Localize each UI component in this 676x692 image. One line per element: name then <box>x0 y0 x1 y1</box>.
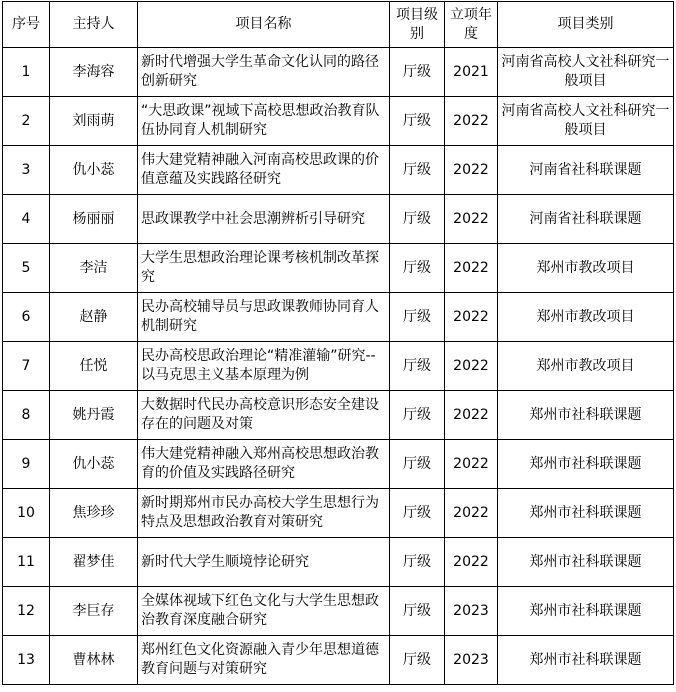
header-host: 主持人 <box>50 2 138 48</box>
cell-no: 2 <box>3 97 50 146</box>
cell-category: 河南省社科联课题 <box>498 146 674 195</box>
cell-no: 3 <box>3 146 50 195</box>
cell-project-name: 民办高校思政治理论“精准灌输”研究--以马克思主义基本原理为例 <box>138 342 390 391</box>
table-row <box>3 195 674 244</box>
cell-no: 6 <box>3 293 50 342</box>
cell-host: 任悦 <box>50 342 138 391</box>
cell-host: 曹林林 <box>50 636 138 685</box>
cell-host: 仇小蕊 <box>50 440 138 489</box>
cell-project-name: 大数据时代民办高校意识形态安全建设存在的问题及对策 <box>138 391 390 440</box>
cell-category: 河南省高校人文社科研究一般项目 <box>498 97 674 146</box>
cell-category: 郑州市教改项目 <box>498 342 674 391</box>
header-no: 序号 <box>3 2 50 48</box>
header-category: 项目类别 <box>498 2 674 48</box>
cell-host: 赵静 <box>50 293 138 342</box>
cell-project-name: 全媒体视域下红色文化与大学生思想政治教育深度融合研究 <box>138 587 390 636</box>
cell-host: 翟梦佳 <box>50 538 138 587</box>
cell-category: 河南省高校人文社科研究一般项目 <box>498 48 674 97</box>
cell-no: 12 <box>3 587 50 636</box>
cell-year: 2021 <box>445 48 498 97</box>
table-row <box>3 293 674 342</box>
cell-category: 郑州市教改项目 <box>498 293 674 342</box>
cell-no: 10 <box>3 489 50 538</box>
table-row <box>3 146 674 195</box>
cell-category: 郑州市社科联课题 <box>498 440 674 489</box>
cell-level: 厅级 <box>390 244 445 293</box>
cell-host: 李巨存 <box>50 587 138 636</box>
cell-category: 郑州市社科联课题 <box>498 538 674 587</box>
table-row <box>3 440 674 489</box>
table-row <box>3 587 674 636</box>
cell-year: 2022 <box>445 342 498 391</box>
cell-host: 姚丹霞 <box>50 391 138 440</box>
cell-host: 李海容 <box>50 48 138 97</box>
header-name: 项目名称 <box>138 2 390 48</box>
table-row <box>3 489 674 538</box>
cell-level: 厅级 <box>390 342 445 391</box>
cell-project-name: 大学生思想政治理论课考核机制改革探究 <box>138 244 390 293</box>
table-body <box>3 48 674 685</box>
cell-level: 厅级 <box>390 538 445 587</box>
cell-category: 郑州市教改项目 <box>498 244 674 293</box>
cell-year: 2022 <box>445 489 498 538</box>
cell-project-name: 伟大建党精神融入郑州高校思想政治教育的价值及实践路径研究 <box>138 440 390 489</box>
cell-level: 厅级 <box>390 48 445 97</box>
cell-project-name: 新时代大学生顺境悖论研究 <box>138 538 390 587</box>
cell-level: 厅级 <box>390 293 445 342</box>
cell-host: 杨丽丽 <box>50 195 138 244</box>
cell-no: 7 <box>3 342 50 391</box>
cell-no: 4 <box>3 195 50 244</box>
cell-level: 厅级 <box>390 440 445 489</box>
cell-year: 2022 <box>445 538 498 587</box>
projects-table <box>2 1 674 685</box>
cell-level: 厅级 <box>390 587 445 636</box>
cell-project-name: 郑州红色文化资源融入青少年思想道德教育问题与对策研究 <box>138 636 390 685</box>
cell-host: 刘雨萌 <box>50 97 138 146</box>
cell-project-name: 新时代增强大学生革命文化认同的路径创新研究 <box>138 48 390 97</box>
cell-year: 2022 <box>445 146 498 195</box>
cell-no: 5 <box>3 244 50 293</box>
header-level: 项目级别 <box>390 2 445 48</box>
cell-project-name: 思政课教学中社会思潮辨析引导研究 <box>138 195 390 244</box>
cell-year: 2022 <box>445 391 498 440</box>
cell-level: 厅级 <box>390 391 445 440</box>
cell-project-name: 伟大建党精神融入河南高校思政课的价值意蕴及实践路径研究 <box>138 146 390 195</box>
cell-category: 河南省社科联课题 <box>498 195 674 244</box>
table-row <box>3 636 674 685</box>
cell-no: 13 <box>3 636 50 685</box>
cell-category: 郑州市社科联课题 <box>498 391 674 440</box>
header-row <box>3 2 674 48</box>
cell-year: 2023 <box>445 587 498 636</box>
cell-level: 厅级 <box>390 636 445 685</box>
cell-no: 9 <box>3 440 50 489</box>
table-row <box>3 342 674 391</box>
cell-category: 郑州市社科联课题 <box>498 636 674 685</box>
cell-year: 2023 <box>445 636 498 685</box>
cell-category: 郑州市社科联课题 <box>498 587 674 636</box>
table-row <box>3 538 674 587</box>
cell-year: 2022 <box>445 440 498 489</box>
cell-category: 郑州市社科联课题 <box>498 489 674 538</box>
cell-year: 2022 <box>445 293 498 342</box>
cell-year: 2022 <box>445 97 498 146</box>
table-row <box>3 48 674 97</box>
cell-no: 11 <box>3 538 50 587</box>
cell-project-name: 民办高校辅导员与思政课教师协同育人机制研究 <box>138 293 390 342</box>
cell-project-name: 新时期郑州市民办高校大学生思想行为特点及思想政治教育对策研究 <box>138 489 390 538</box>
table-row <box>3 97 674 146</box>
header-year: 立项年度 <box>445 2 498 48</box>
cell-host: 仇小蕊 <box>50 146 138 195</box>
cell-no: 1 <box>3 48 50 97</box>
cell-no: 8 <box>3 391 50 440</box>
cell-year: 2022 <box>445 195 498 244</box>
cell-level: 厅级 <box>390 146 445 195</box>
table-row <box>3 244 674 293</box>
cell-project-name: “大思政课”视域下高校思想政治教育队伍协同育人机制研究 <box>138 97 390 146</box>
cell-level: 厅级 <box>390 97 445 146</box>
cell-host: 焦珍珍 <box>50 489 138 538</box>
table-row <box>3 391 674 440</box>
cell-host: 李洁 <box>50 244 138 293</box>
cell-year: 2022 <box>445 244 498 293</box>
cell-level: 厅级 <box>390 489 445 538</box>
cell-level: 厅级 <box>390 195 445 244</box>
